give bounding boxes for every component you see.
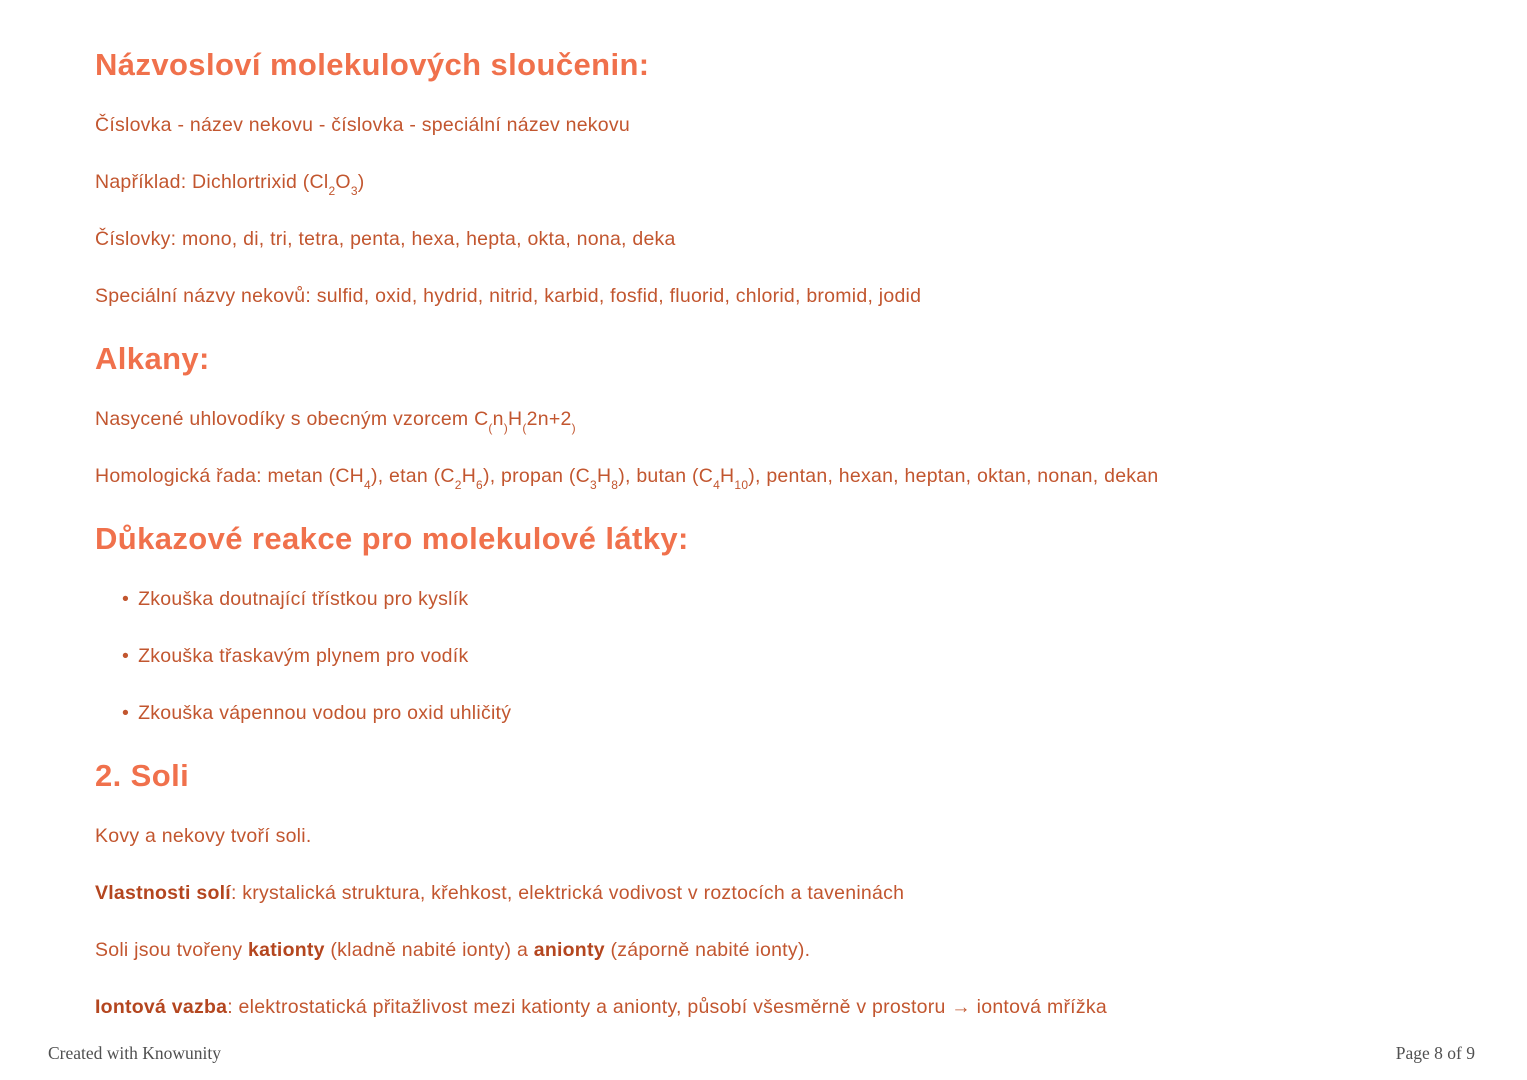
paragraph-homologicka-rada xyxy=(95,463,1467,490)
text-segment: 2. Soli xyxy=(95,758,190,793)
text-segment: Iontová vazba xyxy=(95,996,228,1018)
heading-nazvoslovi-molekulovych-sloucenin xyxy=(95,46,1467,84)
text-segment: Názvosloví molekulových sloučenin: xyxy=(95,47,650,82)
text-segment: Důkazové reakce pro molekulové látky: xyxy=(95,521,689,556)
text-segment: O xyxy=(335,171,351,193)
bullet-zkouska-oxid-uhlicity xyxy=(95,700,1467,727)
heading-alkany xyxy=(95,340,1467,378)
text-segment: ( xyxy=(488,420,493,435)
text-segment: : elektrostatická přitažlivost mezi kationty a anionty, působí všesměrně v prostoru → iontová mřížka xyxy=(227,996,1107,1018)
text-segment: (záporně nabité ionty). xyxy=(604,939,811,961)
text-segment: kationty xyxy=(248,939,325,961)
text-segment: Zkouška vápennou vodou pro oxid uhličitý xyxy=(138,702,512,724)
text-segment: ), pentan, hexan, heptan, oktan, nonan, dekan xyxy=(748,465,1159,487)
paragraph-nasycene-uhlovodiky xyxy=(95,406,1467,433)
heading-2-soli xyxy=(95,757,1467,795)
text-segment: Vlastnosti solí xyxy=(95,882,231,904)
bullet-icon: • xyxy=(122,588,130,610)
text-segment: 10 xyxy=(734,477,749,492)
bullet-icon: • xyxy=(122,645,130,667)
text-segment: ) xyxy=(571,420,576,435)
text-segment: ), butan (C xyxy=(618,465,714,487)
text-segment: Speciální názvy nekovů: sulfid, oxid, hydrid, nitrid, karbid, fosfid, fluorid, chlorid, bromid, jodid xyxy=(95,285,922,307)
paragraph-priklad-dichlortrixid xyxy=(95,169,1467,196)
text-segment: 8 xyxy=(611,477,619,492)
text-segment: Číslovky: mono, di, tri, tetra, penta, hexa, hepta, okta, nona, deka xyxy=(95,228,676,250)
text-segment: 4 xyxy=(364,477,371,492)
text-segment: H xyxy=(720,465,735,487)
text-segment: ( xyxy=(522,420,527,435)
text-segment: Homologická řada: metan (CH xyxy=(95,465,365,487)
bullet-zkouska-vodik xyxy=(95,643,1467,670)
text-segment: H xyxy=(596,465,612,487)
text-segment: Kovy a nekovy tvoří soli. xyxy=(95,825,312,847)
text-segment: Alkany: xyxy=(95,341,210,376)
paragraph-specialni-nazvy-nekovu xyxy=(95,283,1467,310)
text-segment: H xyxy=(461,465,477,487)
text-segment: ), etan (C xyxy=(370,465,455,487)
paragraph-cislovka-pattern xyxy=(95,112,1467,139)
heading-dukazove-reakce xyxy=(95,520,1467,558)
paragraph-cislovky xyxy=(95,226,1467,253)
text-segment: anionty xyxy=(533,939,605,961)
paragraph-vlastnosti-soli xyxy=(95,880,1467,907)
text-segment: 2 xyxy=(454,477,462,492)
text-segment: n xyxy=(492,408,504,430)
text-segment: : krystalická struktura, křehkost, elektrická vodivost v roztocích a taveninách xyxy=(230,882,905,904)
text-segment: Například: Dichlortrixid (Cl xyxy=(95,171,329,193)
text-segment: Číslovka - název nekovu - číslovka - speciální název nekovu xyxy=(95,114,630,136)
text-segment: (kladně nabité ionty) a xyxy=(324,939,534,961)
text-segment: ) xyxy=(503,420,509,435)
text-segment: H xyxy=(508,408,523,430)
text-segment: ), propan (C xyxy=(482,465,591,487)
bullet-zkouska-kyslik xyxy=(95,586,1467,613)
text-segment: 3 xyxy=(350,183,358,198)
text-segment: 2n+2 xyxy=(526,408,572,430)
text-segment: 3 xyxy=(590,477,597,492)
text-segment: Nasycené uhlovodíky s obecným vzorcem C xyxy=(95,408,489,430)
paragraph-iontova-vazba xyxy=(95,994,1467,1021)
paragraph-kovy-a-nekovy xyxy=(95,823,1467,850)
text-segment: Zkouška doutnající třístkou pro kyslík xyxy=(138,588,469,610)
text-segment: 6 xyxy=(476,477,483,492)
text-segment: 2 xyxy=(328,183,336,198)
footer-created-with: Created with Knowunity xyxy=(48,1043,222,1063)
document-body xyxy=(95,46,1467,1051)
bullet-icon: • xyxy=(122,702,130,724)
text-segment: ) xyxy=(357,171,365,193)
paragraph-kationty-anionty xyxy=(95,937,1467,964)
text-segment: Zkouška třaskavým plynem pro vodík xyxy=(138,645,469,667)
text-segment: 4 xyxy=(713,477,721,492)
footer-page-number: Page 8 of 9 xyxy=(1395,1043,1475,1063)
text-segment: Soli jsou tvořeny xyxy=(95,939,248,961)
